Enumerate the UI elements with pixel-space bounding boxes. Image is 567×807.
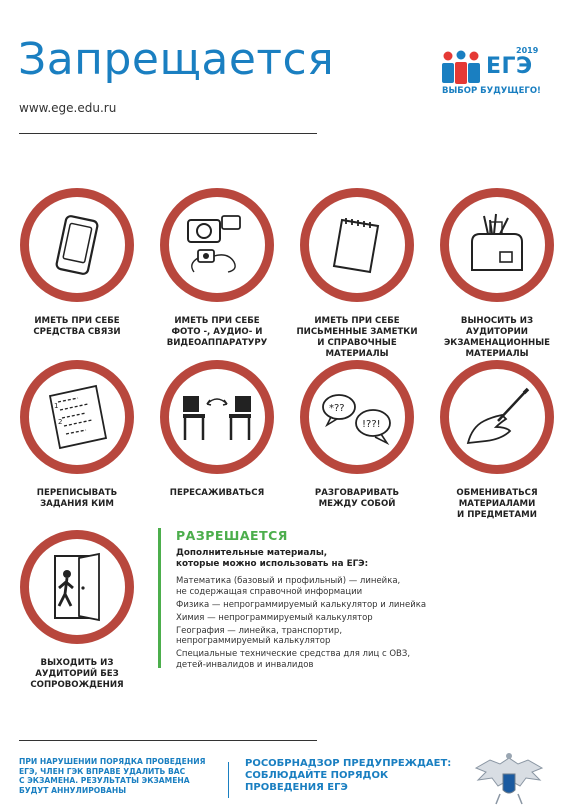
svg-text:*??: *??	[329, 403, 345, 414]
allowed-subheading: Дополнительные материалы, которые можно использовать на ЕГЭ:	[176, 548, 369, 569]
ban-circle	[160, 188, 274, 302]
prohibited-item	[12, 530, 142, 691]
allowed-item: Физика — непрограммируемый калькулятор и линейка	[176, 599, 427, 610]
prohibited-label: ПЕРЕПИСЫВАТЬ ЗАДАНИЯ КИМ	[36, 488, 118, 509]
chairs-icon	[179, 392, 255, 442]
prohibited-label: РАЗГОВАРИВАТЬ МЕЖДУ СОБОЙ	[314, 488, 400, 509]
hand-pen-icon	[462, 387, 532, 447]
ban-circle	[440, 188, 554, 302]
prohibited-label: ИМЕТЬ ПРИ СЕБЕ СРЕДСТВА СВЯЗИ	[33, 316, 121, 337]
logo-name: ЕГЭ	[486, 54, 533, 79]
footer-warning: ПРИ НАРУШЕНИИ ПОРЯДКА ПРОВЕДЕНИЯ ЕГЭ, ЧЛЕН ГЭК ВПРАВЕ УДАЛИТЬ ВАС С ЭКЗАМЕНА. РЕЗУЛЬТАТЫ ЭКЗАМЕНА БУДУТ АННУЛИРОВАНЫ	[19, 757, 206, 795]
prohibited-label: ИМЕТЬ ПРИ СЕБЕ ФОТО -, АУДИО- И ВИДЕОАППАРАТУРУ	[166, 316, 268, 348]
allowed-list	[176, 576, 466, 673]
prohibited-label: ОБМЕНИВАТЬСЯ МАТЕРИАЛАМИ И ПРЕДМЕТАМИ	[456, 488, 538, 520]
header-divider	[19, 133, 317, 134]
ban-circle	[300, 360, 414, 474]
prohibited-item	[152, 188, 282, 349]
footer-divider	[19, 740, 317, 741]
allowed-heading: РАЗРЕШАЕТСЯ	[176, 528, 288, 543]
task-sheet-icon	[42, 382, 112, 452]
allowed-accent-bar	[158, 528, 161, 668]
prohibited-item	[292, 360, 422, 510]
site-url[interactable]: www.ege.edu.ru	[19, 101, 117, 115]
prohibited-label: ИМЕТЬ ПРИ СЕБЕ ПИСЬМЕННЫЕ ЗАМЕТКИ И СПРАВОЧНЫЕ МАТЕРИАЛЫ	[296, 316, 418, 359]
ban-circle	[300, 188, 414, 302]
allowed-item: Математика (базовый и профильный) — линейка, не содержащая справочной информации	[176, 576, 401, 597]
footer-separator	[228, 762, 229, 798]
prohibited-item	[12, 188, 142, 338]
bag-icon	[464, 212, 530, 278]
ban-circle	[20, 530, 134, 644]
allowed-item: Специальные технические средства для лиц с ОВЗ, детей-инвалидов и инвалидов	[176, 649, 411, 670]
ban-circle	[160, 360, 274, 474]
ege-logo	[438, 44, 550, 98]
speech-bubbles-icon	[319, 389, 395, 445]
prohibited-item	[12, 360, 142, 510]
ege-logo-mark-icon	[438, 50, 484, 86]
footer-notice: РОСОБРНАДЗОР ПРЕДУПРЕЖДАЕТ: СОБЛЮДАЙТЕ ПОРЯДОК ПРОВЕДЕНИЯ ЕГЭ	[245, 758, 452, 793]
prohibited-item	[432, 188, 562, 360]
prohibited-label: ВЫНОСИТЬ ИЗ АУДИТОРИИ ЭКЗАМЕНАЦИОННЫЕ МАТЕРИАЛЫ	[444, 316, 550, 359]
prohibited-label: ПЕРЕСАЖИВАТЬСЯ	[169, 488, 265, 498]
allowed-item: География — линейка, транспортир, непрограммируемый калькулятор	[176, 625, 343, 646]
prohibited-item	[152, 360, 282, 499]
logo-tagline: ВЫБОР БУДУЩЕГО!	[442, 86, 541, 96]
allowed-item: Химия — непрограммируемый калькулятор	[176, 612, 373, 623]
phone-icon	[47, 212, 107, 278]
prohibited-item	[292, 188, 422, 360]
prohibited-item	[432, 360, 562, 521]
ban-circle	[20, 360, 134, 474]
rosobrnadzor-emblem-icon	[470, 750, 548, 806]
ban-circle	[20, 188, 134, 302]
ban-circle	[440, 360, 554, 474]
svg-text:2: 2	[58, 418, 63, 426]
prohibited-label: ВЫХОДИТЬ ИЗ АУДИТОРИЙ БЕЗ СОПРОВОЖДЕНИЯ	[30, 658, 124, 690]
svg-text:!??!: !??!	[362, 419, 381, 430]
door-exit-icon	[47, 552, 107, 622]
notepad-icon	[324, 212, 390, 278]
svg-text:1: 1	[54, 402, 59, 410]
camera-icon	[182, 212, 252, 278]
logo-year: 2019	[516, 46, 539, 55]
page-title: Запрещается	[18, 34, 335, 85]
